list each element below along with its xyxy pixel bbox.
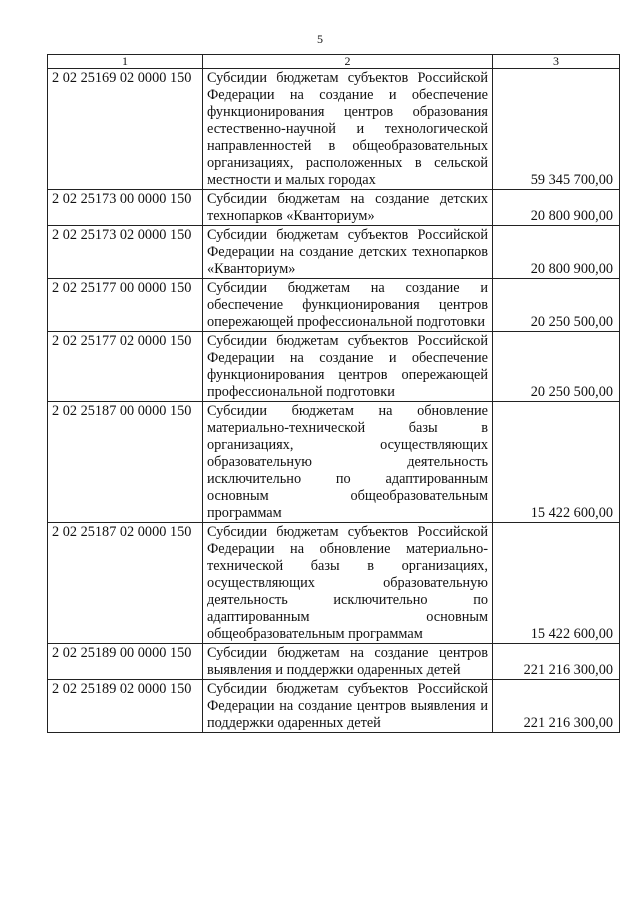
table-row (48, 279, 620, 332)
table-row (48, 190, 620, 226)
table-row (48, 523, 620, 644)
row-amount: 221 216 300,00 (493, 680, 620, 733)
table-row (48, 402, 620, 523)
budget-code: 2 02 25169 02 0000 150 (48, 69, 203, 190)
budget-code: 2 02 25177 00 0000 150 (48, 279, 203, 332)
row-amount: 59 345 700,00 (493, 69, 620, 190)
row-amount: 20 250 500,00 (493, 279, 620, 332)
row-description: Субсидии бюджетам на создание детских технопарков «Кванториум» (203, 190, 493, 226)
row-description: Субсидии бюджетам субъектов Российской Федерации на обновление материально-технической базы в организациях, осуществляющих образовательную деятельность исключительно по адаптированным основным общеобразовательным программам (203, 523, 493, 644)
row-description: Субсидии бюджетам на создание и обеспечение функционирования центров опережающей профессиональной подготовки (203, 279, 493, 332)
row-description: Субсидии бюджетам субъектов Российской Федерации на создание детских технопарков «Кванториум» (203, 226, 493, 279)
budget-code: 2 02 25189 02 0000 150 (48, 680, 203, 733)
row-amount: 221 216 300,00 (493, 644, 620, 680)
page-number: 5 (317, 32, 323, 46)
row-description: Субсидии бюджетам субъектов Российской Федерации на создание и обеспечение функционирования центров образования естественно-научной и технологической направленностей в общеобразовательных организациях, расположенных в сельской местности и малых городах (203, 69, 493, 190)
column-number-row (48, 55, 620, 69)
row-amount: 15 422 600,00 (493, 402, 620, 523)
column-header-description: 2 (203, 55, 493, 69)
budget-table-body (48, 55, 620, 733)
row-amount: 20 800 900,00 (493, 190, 620, 226)
row-description: Субсидии бюджетам субъектов Российской Федерации на создание центров выявления и поддержки одаренных детей (203, 680, 493, 733)
budget-table (47, 54, 620, 733)
row-description: Субсидии бюджетам на создание центров выявления и поддержки одаренных детей (203, 644, 493, 680)
table-row (48, 226, 620, 279)
budget-code: 2 02 25177 02 0000 150 (48, 332, 203, 402)
budget-code: 2 02 25189 00 0000 150 (48, 644, 203, 680)
row-description: Субсидии бюджетам на обновление материально-технической базы в организациях, осуществляющих образовательную деятельность исключительно по адаптированным основным общеобразовательным программам (203, 402, 493, 523)
budget-code: 2 02 25187 00 0000 150 (48, 402, 203, 523)
table-row (48, 644, 620, 680)
row-amount: 15 422 600,00 (493, 523, 620, 644)
row-amount: 20 800 900,00 (493, 226, 620, 279)
budget-code: 2 02 25173 00 0000 150 (48, 190, 203, 226)
budget-code: 2 02 25187 02 0000 150 (48, 523, 203, 644)
table-row (48, 332, 620, 402)
table-row (48, 69, 620, 190)
row-amount: 20 250 500,00 (493, 332, 620, 402)
row-description: Субсидии бюджетам субъектов Российской Федерации на создание и обеспечение функционирования центров опережающей профессиональной подготовки (203, 332, 493, 402)
table-row (48, 680, 620, 733)
column-header-amount: 3 (493, 55, 620, 69)
column-header-code: 1 (48, 55, 203, 69)
budget-code: 2 02 25173 02 0000 150 (48, 226, 203, 279)
